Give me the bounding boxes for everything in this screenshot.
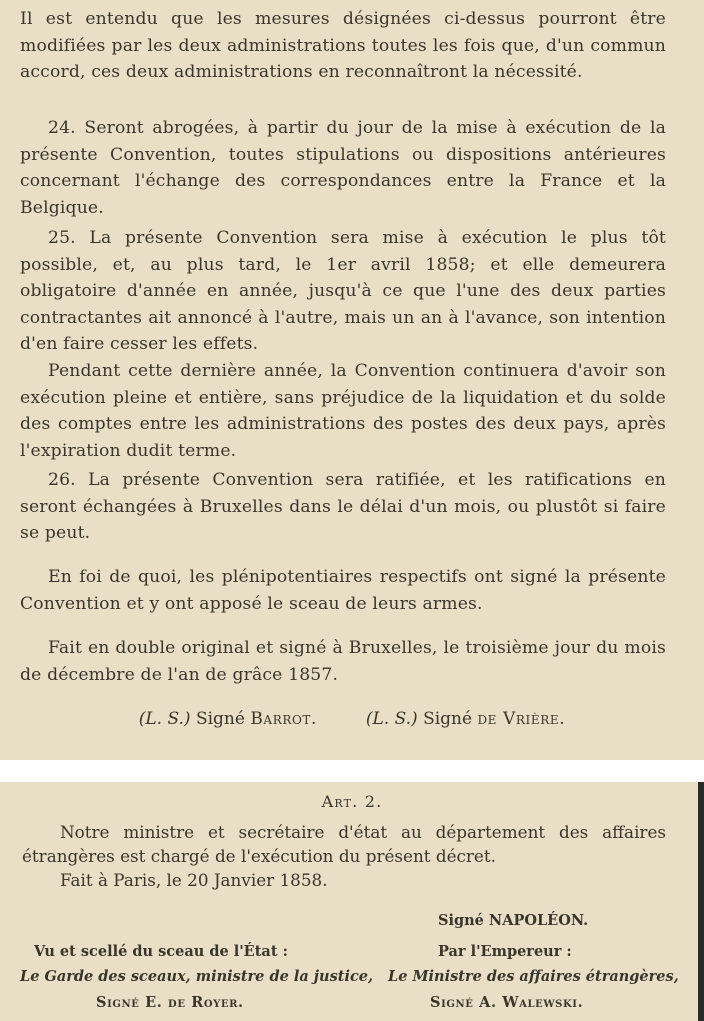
paragraph-measures: Il est entendu que les mesures désignées ci-dessus pourront être modifiées par les deux administrations toutes les fois que, d'un commun accord, ces deux administrations en reconnaîtront la nécessité. xyxy=(20,9,666,83)
seal-text: Vu et scellé du sceau de l'État : xyxy=(34,943,288,960)
paragraph-derniere-annee: Pendant cette dernière année, la Convention continuera d'avoir son exécution pleine et entière, sans préjudice de la liquidation et du solde des comptes entre les administrations des postes des deux pays, après l'expiration dudit terme. xyxy=(20,361,666,461)
signe-walewski: Signé A. Walewski. xyxy=(430,994,584,1011)
article-body: Notre ministre et secrétaire d'état au département des affaires étrangères est chargé de l'exécution du présent décret. xyxy=(22,822,666,866)
left-signe: Signé xyxy=(195,709,245,729)
made-at-paris: Fait à Paris, le 20 Janvier 1858. xyxy=(60,870,328,890)
paragraph-en-foi: En foi de quoi, les plénipotentiaires respectifs ont signé la présente Convention et y ont apposé le sceau de leurs armes. xyxy=(20,567,666,614)
right-signe: Signé xyxy=(423,709,473,729)
signature-barrot: Barrot. xyxy=(250,709,318,729)
ministre-affaires-etrangeres: Le Ministre des affaires étrangères, xyxy=(388,968,679,985)
paragraph-article-25: 25. La présente Convention sera mise à exécution le plus tôt possible, et, au plus tard, le 1er avril 1858; et elle demeurera obligatoire d'année en année, jusqu'à ce que l'une des deux parties contractantes ait annoncé à l'autre, mais un an à l'avance, son intention d'en faire cesser les effets. xyxy=(20,228,666,355)
page-edge-shadow xyxy=(698,782,704,1021)
paragraph-article-24: 24. Seront abrogées, à partir du jour de la mise à exécution de la présente Convention, toutes stipulations ou dispositions antérieures concernant l'échange des correspondances entre la France et la Belgique. xyxy=(20,118,666,218)
par-empereur: Par l'Empereur : xyxy=(438,943,572,960)
paragraph-fait-bruxelles: Fait en double original et signé à Bruxelles, le troisième jour du mois de décembre de l'an de grâce 1857. xyxy=(20,638,666,685)
signe-royer: Signé E. de Royer. xyxy=(96,994,244,1011)
garde-des-sceaux: Le Garde des sceaux, ministre de la justice, xyxy=(20,968,374,985)
signature-line xyxy=(0,706,704,732)
right-ls: (L. S.) xyxy=(365,709,418,729)
signature-de-vriere: de Vrière. xyxy=(477,709,566,729)
paragraph-article-26: 26. La présente Convention sera ratifiée, et les ratifications en seront échangées à Bruxelles dans le délai d'un mois, ou plustôt si faire se peut. xyxy=(20,470,666,544)
signe-napoleon: Signé NAPOLÉON. xyxy=(438,912,589,929)
article-title: Art. 2. xyxy=(321,792,383,811)
page-gap xyxy=(0,760,704,782)
left-ls: (L. S.) xyxy=(138,709,191,729)
page-bottom xyxy=(0,782,704,1021)
